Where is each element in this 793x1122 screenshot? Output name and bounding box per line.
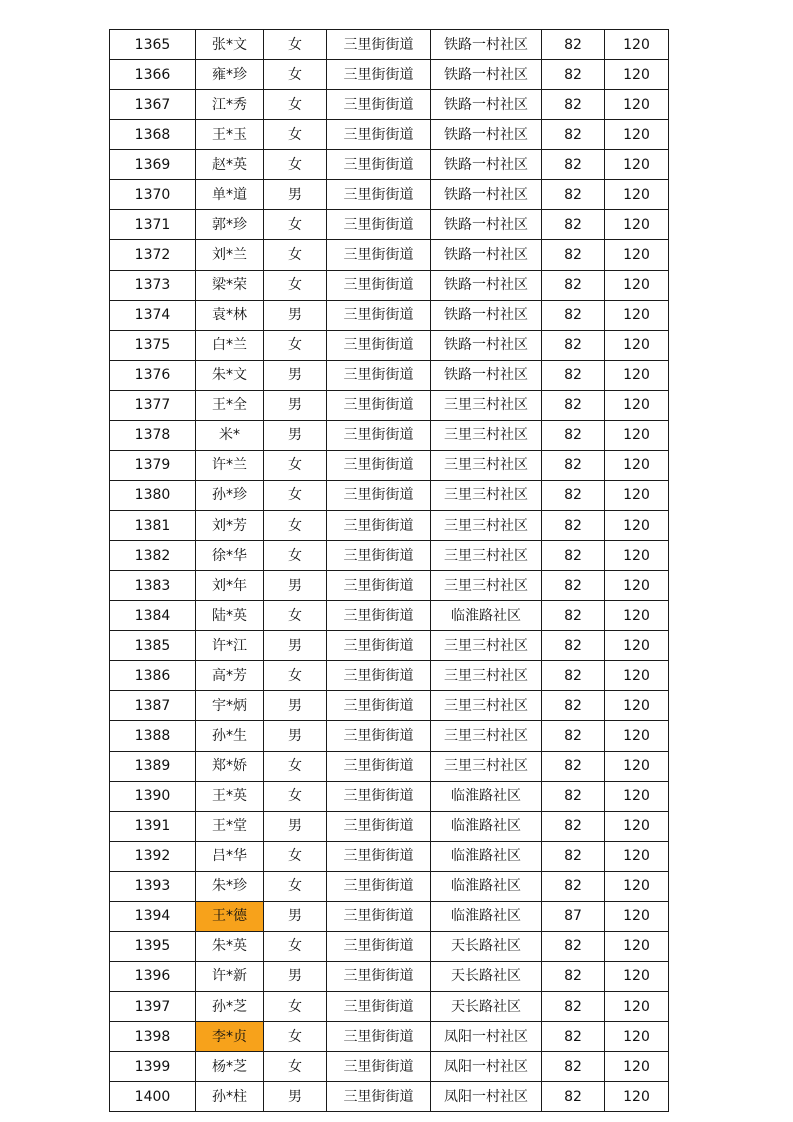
street-cell: 三里街街道 — [327, 811, 431, 841]
row-number-cell: 1387 — [110, 691, 196, 721]
community-cell: 天长路社区 — [431, 961, 542, 991]
street-cell: 三里街街道 — [327, 360, 431, 390]
street-cell: 三里街街道 — [327, 571, 431, 601]
table-row — [110, 420, 669, 450]
community-cell: 临淮路社区 — [431, 811, 542, 841]
gender-cell: 男 — [264, 300, 327, 330]
street-cell: 三里街街道 — [327, 330, 431, 360]
community-cell: 铁路一村社区 — [431, 360, 542, 390]
community-cell: 三里三村社区 — [431, 571, 542, 601]
gender-cell: 男 — [264, 360, 327, 390]
street-cell: 三里街街道 — [327, 150, 431, 180]
row-number-cell: 1393 — [110, 871, 196, 901]
age-cell: 87 — [542, 901, 605, 931]
age-cell: 82 — [542, 751, 605, 781]
table-row — [110, 60, 669, 90]
name-cell: 雍*珍 — [196, 60, 264, 90]
amount-cell: 120 — [605, 511, 669, 541]
name-cell: 赵*英 — [196, 150, 264, 180]
street-cell: 三里街街道 — [327, 120, 431, 150]
name-cell: 袁*林 — [196, 300, 264, 330]
age-cell: 82 — [542, 1082, 605, 1112]
community-cell: 三里三村社区 — [431, 631, 542, 661]
table-row — [110, 1022, 669, 1052]
name-cell: 江*秀 — [196, 90, 264, 120]
table-row — [110, 811, 669, 841]
community-cell: 三里三村社区 — [431, 420, 542, 450]
table-row — [110, 300, 669, 330]
amount-cell: 120 — [605, 721, 669, 751]
community-cell: 临淮路社区 — [431, 901, 542, 931]
name-cell: 米* — [196, 420, 264, 450]
row-number-cell: 1383 — [110, 571, 196, 601]
street-cell: 三里街街道 — [327, 541, 431, 571]
community-cell: 铁路一村社区 — [431, 330, 542, 360]
gender-cell: 女 — [264, 30, 327, 60]
age-cell: 82 — [542, 541, 605, 571]
name-cell: 王*英 — [196, 781, 264, 811]
street-cell: 三里街街道 — [327, 931, 431, 961]
street-cell: 三里街街道 — [327, 631, 431, 661]
name-cell: 孙*芝 — [196, 992, 264, 1022]
street-cell: 三里街街道 — [327, 240, 431, 270]
age-cell: 82 — [542, 691, 605, 721]
row-number-cell: 1390 — [110, 781, 196, 811]
street-cell: 三里街街道 — [327, 180, 431, 210]
name-cell: 许*新 — [196, 961, 264, 991]
community-cell: 临淮路社区 — [431, 841, 542, 871]
gender-cell: 女 — [264, 931, 327, 961]
row-number-cell: 1388 — [110, 721, 196, 751]
age-cell: 82 — [542, 871, 605, 901]
name-cell: 郑*娇 — [196, 751, 264, 781]
gender-cell: 女 — [264, 270, 327, 300]
row-number-cell: 1400 — [110, 1082, 196, 1112]
amount-cell: 120 — [605, 931, 669, 961]
row-number-cell: 1372 — [110, 240, 196, 270]
gender-cell: 男 — [264, 571, 327, 601]
row-number-cell: 1391 — [110, 811, 196, 841]
row-number-cell: 1398 — [110, 1022, 196, 1052]
age-cell: 82 — [542, 931, 605, 961]
table-row — [110, 1082, 669, 1112]
community-cell: 凤阳一村社区 — [431, 1082, 542, 1112]
row-number-cell: 1377 — [110, 390, 196, 420]
table-row — [110, 841, 669, 871]
table-row — [110, 931, 669, 961]
name-cell: 刘*芳 — [196, 511, 264, 541]
table-row — [110, 390, 669, 420]
community-cell: 三里三村社区 — [431, 450, 542, 480]
row-number-cell: 1374 — [110, 300, 196, 330]
community-cell: 铁路一村社区 — [431, 210, 542, 240]
name-cell: 杨*芝 — [196, 1052, 264, 1082]
age-cell: 82 — [542, 30, 605, 60]
amount-cell: 120 — [605, 90, 669, 120]
community-cell: 铁路一村社区 — [431, 180, 542, 210]
name-cell: 王*玉 — [196, 120, 264, 150]
community-cell: 三里三村社区 — [431, 661, 542, 691]
gender-cell: 男 — [264, 420, 327, 450]
amount-cell: 120 — [605, 420, 669, 450]
amount-cell: 120 — [605, 541, 669, 571]
gender-cell: 男 — [264, 390, 327, 420]
age-cell: 82 — [542, 571, 605, 601]
age-cell: 82 — [542, 240, 605, 270]
row-number-cell: 1392 — [110, 841, 196, 871]
street-cell: 三里街街道 — [327, 751, 431, 781]
row-number-cell: 1378 — [110, 420, 196, 450]
amount-cell: 120 — [605, 210, 669, 240]
age-cell: 82 — [542, 90, 605, 120]
table-row — [110, 270, 669, 300]
amount-cell: 120 — [605, 300, 669, 330]
community-cell: 三里三村社区 — [431, 480, 542, 510]
amount-cell: 120 — [605, 901, 669, 931]
name-cell: 陆*英 — [196, 601, 264, 631]
name-cell: 孙*珍 — [196, 480, 264, 510]
row-number-cell: 1395 — [110, 931, 196, 961]
row-number-cell: 1389 — [110, 751, 196, 781]
street-cell: 三里街街道 — [327, 450, 431, 480]
row-number-cell: 1375 — [110, 330, 196, 360]
table-row — [110, 150, 669, 180]
table-row — [110, 541, 669, 571]
street-cell: 三里街街道 — [327, 961, 431, 991]
amount-cell: 120 — [605, 781, 669, 811]
gender-cell: 女 — [264, 841, 327, 871]
gender-cell: 男 — [264, 631, 327, 661]
gender-cell: 女 — [264, 1052, 327, 1082]
age-cell: 82 — [542, 390, 605, 420]
row-number-cell: 1382 — [110, 541, 196, 571]
age-cell: 82 — [542, 661, 605, 691]
street-cell: 三里街街道 — [327, 871, 431, 901]
table-row — [110, 721, 669, 751]
street-cell: 三里街街道 — [327, 661, 431, 691]
gender-cell: 女 — [264, 120, 327, 150]
table-row — [110, 240, 669, 270]
name-cell: 郭*珍 — [196, 210, 264, 240]
table-row — [110, 330, 669, 360]
name-cell: 孙*柱 — [196, 1082, 264, 1112]
gender-cell: 女 — [264, 511, 327, 541]
name-cell: 朱*英 — [196, 931, 264, 961]
age-cell: 82 — [542, 841, 605, 871]
street-cell: 三里街街道 — [327, 781, 431, 811]
amount-cell: 120 — [605, 150, 669, 180]
community-cell: 临淮路社区 — [431, 601, 542, 631]
community-cell: 天长路社区 — [431, 931, 542, 961]
table-row — [110, 30, 669, 60]
gender-cell: 女 — [264, 330, 327, 360]
gender-cell: 男 — [264, 961, 327, 991]
age-cell: 82 — [542, 511, 605, 541]
amount-cell: 120 — [605, 992, 669, 1022]
row-number-cell: 1371 — [110, 210, 196, 240]
age-cell: 82 — [542, 330, 605, 360]
table-row — [110, 691, 669, 721]
name-cell: 刘*年 — [196, 571, 264, 601]
roster-table — [109, 29, 669, 1112]
roster-table-body — [110, 30, 669, 1112]
amount-cell: 120 — [605, 961, 669, 991]
age-cell: 82 — [542, 270, 605, 300]
street-cell: 三里街街道 — [327, 721, 431, 751]
table-row — [110, 450, 669, 480]
street-cell: 三里街街道 — [327, 841, 431, 871]
row-number-cell: 1367 — [110, 90, 196, 120]
table-row — [110, 871, 669, 901]
row-number-cell: 1373 — [110, 270, 196, 300]
gender-cell: 女 — [264, 601, 327, 631]
table-row — [110, 571, 669, 601]
community-cell: 凤阳一村社区 — [431, 1052, 542, 1082]
name-cell: 王*全 — [196, 390, 264, 420]
gender-cell: 女 — [264, 480, 327, 510]
street-cell: 三里街街道 — [327, 691, 431, 721]
street-cell: 三里街街道 — [327, 300, 431, 330]
table-row — [110, 901, 669, 931]
age-cell: 82 — [542, 721, 605, 751]
row-number-cell: 1379 — [110, 450, 196, 480]
gender-cell: 男 — [264, 180, 327, 210]
street-cell: 三里街街道 — [327, 90, 431, 120]
gender-cell: 女 — [264, 150, 327, 180]
age-cell: 82 — [542, 150, 605, 180]
name-cell: 徐*华 — [196, 541, 264, 571]
amount-cell: 120 — [605, 661, 669, 691]
table-row — [110, 601, 669, 631]
row-number-cell: 1394 — [110, 901, 196, 931]
community-cell: 铁路一村社区 — [431, 60, 542, 90]
age-cell: 82 — [542, 420, 605, 450]
row-number-cell: 1366 — [110, 60, 196, 90]
amount-cell: 120 — [605, 751, 669, 781]
amount-cell: 120 — [605, 691, 669, 721]
name-cell: 朱*珍 — [196, 871, 264, 901]
table-row — [110, 210, 669, 240]
amount-cell: 120 — [605, 480, 669, 510]
amount-cell: 120 — [605, 841, 669, 871]
amount-cell: 120 — [605, 360, 669, 390]
row-number-cell: 1368 — [110, 120, 196, 150]
amount-cell: 120 — [605, 270, 669, 300]
row-number-cell: 1399 — [110, 1052, 196, 1082]
gender-cell: 男 — [264, 1082, 327, 1112]
row-number-cell: 1369 — [110, 150, 196, 180]
name-cell: 朱*文 — [196, 360, 264, 390]
row-number-cell: 1384 — [110, 601, 196, 631]
row-number-cell: 1370 — [110, 180, 196, 210]
age-cell: 82 — [542, 961, 605, 991]
community-cell: 铁路一村社区 — [431, 150, 542, 180]
amount-cell: 120 — [605, 1082, 669, 1112]
table-row — [110, 120, 669, 150]
community-cell: 铁路一村社区 — [431, 300, 542, 330]
street-cell: 三里街街道 — [327, 1022, 431, 1052]
age-cell: 82 — [542, 1052, 605, 1082]
table-row — [110, 992, 669, 1022]
age-cell: 82 — [542, 781, 605, 811]
age-cell: 82 — [542, 120, 605, 150]
age-cell: 82 — [542, 992, 605, 1022]
name-cell: 张*文 — [196, 30, 264, 60]
community-cell: 三里三村社区 — [431, 511, 542, 541]
street-cell: 三里街街道 — [327, 270, 431, 300]
row-number-cell: 1385 — [110, 631, 196, 661]
amount-cell: 120 — [605, 871, 669, 901]
name-cell: 宇*炳 — [196, 691, 264, 721]
table-row — [110, 511, 669, 541]
gender-cell: 女 — [264, 1022, 327, 1052]
name-cell: 单*道 — [196, 180, 264, 210]
row-number-cell: 1396 — [110, 961, 196, 991]
amount-cell: 120 — [605, 571, 669, 601]
age-cell: 82 — [542, 360, 605, 390]
street-cell: 三里街街道 — [327, 601, 431, 631]
community-cell: 三里三村社区 — [431, 390, 542, 420]
table-row — [110, 781, 669, 811]
amount-cell: 120 — [605, 330, 669, 360]
amount-cell: 120 — [605, 390, 669, 420]
community-cell: 天长路社区 — [431, 992, 542, 1022]
amount-cell: 120 — [605, 120, 669, 150]
name-cell: 许*兰 — [196, 450, 264, 480]
gender-cell: 男 — [264, 901, 327, 931]
age-cell: 82 — [542, 180, 605, 210]
name-cell: 许*江 — [196, 631, 264, 661]
community-cell: 临淮路社区 — [431, 871, 542, 901]
gender-cell: 女 — [264, 751, 327, 781]
community-cell: 临淮路社区 — [431, 781, 542, 811]
amount-cell: 120 — [605, 1022, 669, 1052]
age-cell: 82 — [542, 450, 605, 480]
street-cell: 三里街街道 — [327, 901, 431, 931]
name-cell: 王*堂 — [196, 811, 264, 841]
name-cell: 王*德 — [196, 901, 264, 931]
community-cell: 铁路一村社区 — [431, 120, 542, 150]
amount-cell: 120 — [605, 30, 669, 60]
community-cell: 铁路一村社区 — [431, 240, 542, 270]
table-row — [110, 631, 669, 661]
table-row — [110, 180, 669, 210]
name-cell: 吕*华 — [196, 841, 264, 871]
table-row — [110, 961, 669, 991]
amount-cell: 120 — [605, 1052, 669, 1082]
age-cell: 82 — [542, 60, 605, 90]
street-cell: 三里街街道 — [327, 420, 431, 450]
age-cell: 82 — [542, 631, 605, 661]
amount-cell: 120 — [605, 180, 669, 210]
gender-cell: 女 — [264, 781, 327, 811]
amount-cell: 120 — [605, 60, 669, 90]
gender-cell: 男 — [264, 811, 327, 841]
table-row — [110, 751, 669, 781]
gender-cell: 女 — [264, 661, 327, 691]
community-cell: 三里三村社区 — [431, 691, 542, 721]
community-cell: 铁路一村社区 — [431, 30, 542, 60]
table-row — [110, 480, 669, 510]
gender-cell: 女 — [264, 450, 327, 480]
community-cell: 凤阳一村社区 — [431, 1022, 542, 1052]
gender-cell: 女 — [264, 210, 327, 240]
row-number-cell: 1386 — [110, 661, 196, 691]
street-cell: 三里街街道 — [327, 1082, 431, 1112]
street-cell: 三里街街道 — [327, 60, 431, 90]
name-cell: 刘*兰 — [196, 240, 264, 270]
amount-cell: 120 — [605, 450, 669, 480]
table-row — [110, 661, 669, 691]
gender-cell: 女 — [264, 541, 327, 571]
name-cell: 白*兰 — [196, 330, 264, 360]
age-cell: 82 — [542, 1022, 605, 1052]
row-number-cell: 1380 — [110, 480, 196, 510]
community-cell: 铁路一村社区 — [431, 90, 542, 120]
age-cell: 82 — [542, 210, 605, 240]
age-cell: 82 — [542, 601, 605, 631]
street-cell: 三里街街道 — [327, 30, 431, 60]
gender-cell: 女 — [264, 871, 327, 901]
amount-cell: 120 — [605, 240, 669, 270]
age-cell: 82 — [542, 811, 605, 841]
row-number-cell: 1381 — [110, 511, 196, 541]
community-cell: 铁路一村社区 — [431, 270, 542, 300]
street-cell: 三里街街道 — [327, 480, 431, 510]
row-number-cell: 1376 — [110, 360, 196, 390]
gender-cell: 女 — [264, 60, 327, 90]
table-row — [110, 1052, 669, 1082]
row-number-cell: 1365 — [110, 30, 196, 60]
community-cell: 三里三村社区 — [431, 541, 542, 571]
gender-cell: 女 — [264, 992, 327, 1022]
name-cell: 李*贞 — [196, 1022, 264, 1052]
gender-cell: 男 — [264, 721, 327, 751]
row-number-cell: 1397 — [110, 992, 196, 1022]
community-cell: 三里三村社区 — [431, 721, 542, 751]
community-cell: 三里三村社区 — [431, 751, 542, 781]
age-cell: 82 — [542, 480, 605, 510]
gender-cell: 女 — [264, 240, 327, 270]
amount-cell: 120 — [605, 631, 669, 661]
name-cell: 高*芳 — [196, 661, 264, 691]
street-cell: 三里街街道 — [327, 511, 431, 541]
age-cell: 82 — [542, 300, 605, 330]
street-cell: 三里街街道 — [327, 992, 431, 1022]
table-row — [110, 360, 669, 390]
amount-cell: 120 — [605, 811, 669, 841]
gender-cell: 女 — [264, 90, 327, 120]
name-cell: 梁*荣 — [196, 270, 264, 300]
amount-cell: 120 — [605, 601, 669, 631]
street-cell: 三里街街道 — [327, 1052, 431, 1082]
gender-cell: 男 — [264, 691, 327, 721]
name-cell: 孙*生 — [196, 721, 264, 751]
street-cell: 三里街街道 — [327, 210, 431, 240]
street-cell: 三里街街道 — [327, 390, 431, 420]
table-row — [110, 90, 669, 120]
